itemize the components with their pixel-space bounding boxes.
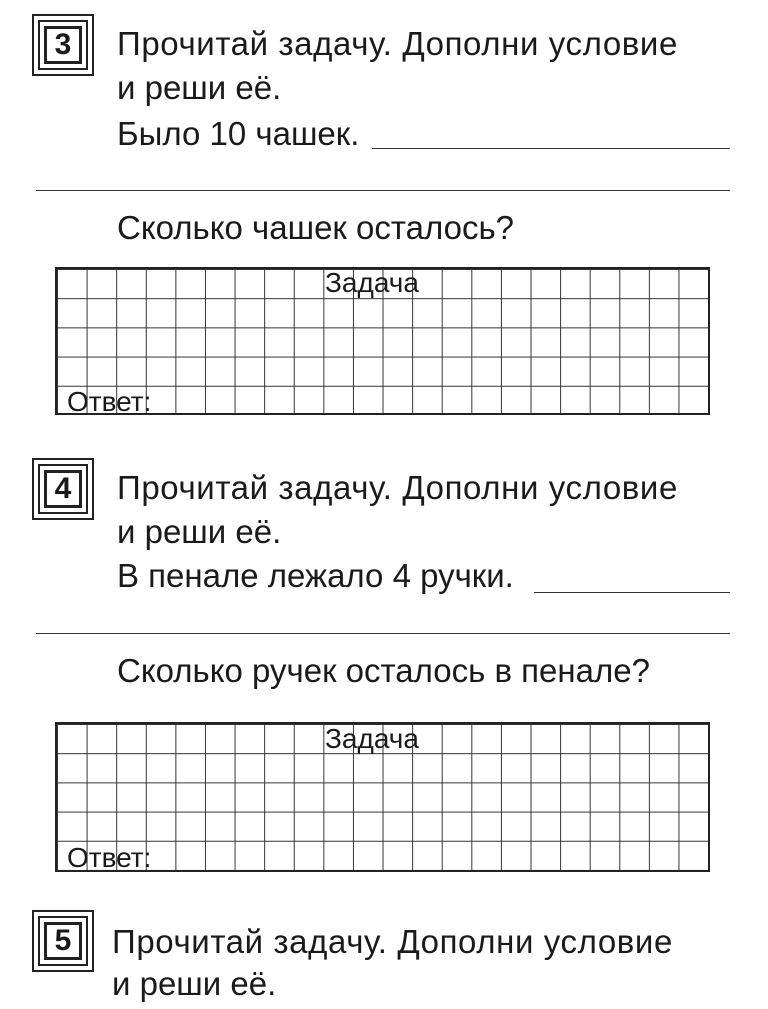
task-instruction-line2: и реши её. — [117, 69, 282, 106]
task-instruction-line1: Прочитай задачу. Дополни условие — [112, 923, 673, 960]
answer-label: Ответ: — [67, 842, 152, 873]
task-number: 3 — [44, 26, 82, 64]
condition-answer-line[interactable] — [372, 148, 730, 149]
task-instruction-line1: Прочитай задачу. Дополни условие — [117, 469, 678, 506]
task-number-badge — [32, 910, 94, 972]
task-question: Сколько чашек осталось? — [117, 209, 514, 246]
condition-continuation-line[interactable] — [36, 633, 730, 634]
task-number-badge — [32, 14, 94, 76]
grid-title: Задача — [325, 267, 419, 298]
task-question: Сколько ручек осталось в пенале? — [117, 652, 650, 689]
task-instruction-line1: Прочитай задачу. Дополни условие — [117, 25, 678, 62]
task-instruction-line2: и реши её. — [112, 965, 277, 1002]
answer-label: Ответ: — [67, 386, 152, 417]
task-condition: Было 10 чашек. — [117, 115, 360, 152]
condition-answer-line[interactable] — [534, 592, 730, 593]
task-condition: В пенале лежало 4 ручки. — [117, 557, 514, 594]
task-number-badge — [32, 458, 94, 520]
grid-title: Задача — [325, 723, 419, 754]
task-number: 5 — [44, 922, 82, 960]
task-number: 4 — [44, 470, 82, 508]
condition-continuation-line[interactable] — [36, 190, 730, 191]
task-instruction-line2: и реши её. — [117, 513, 282, 550]
